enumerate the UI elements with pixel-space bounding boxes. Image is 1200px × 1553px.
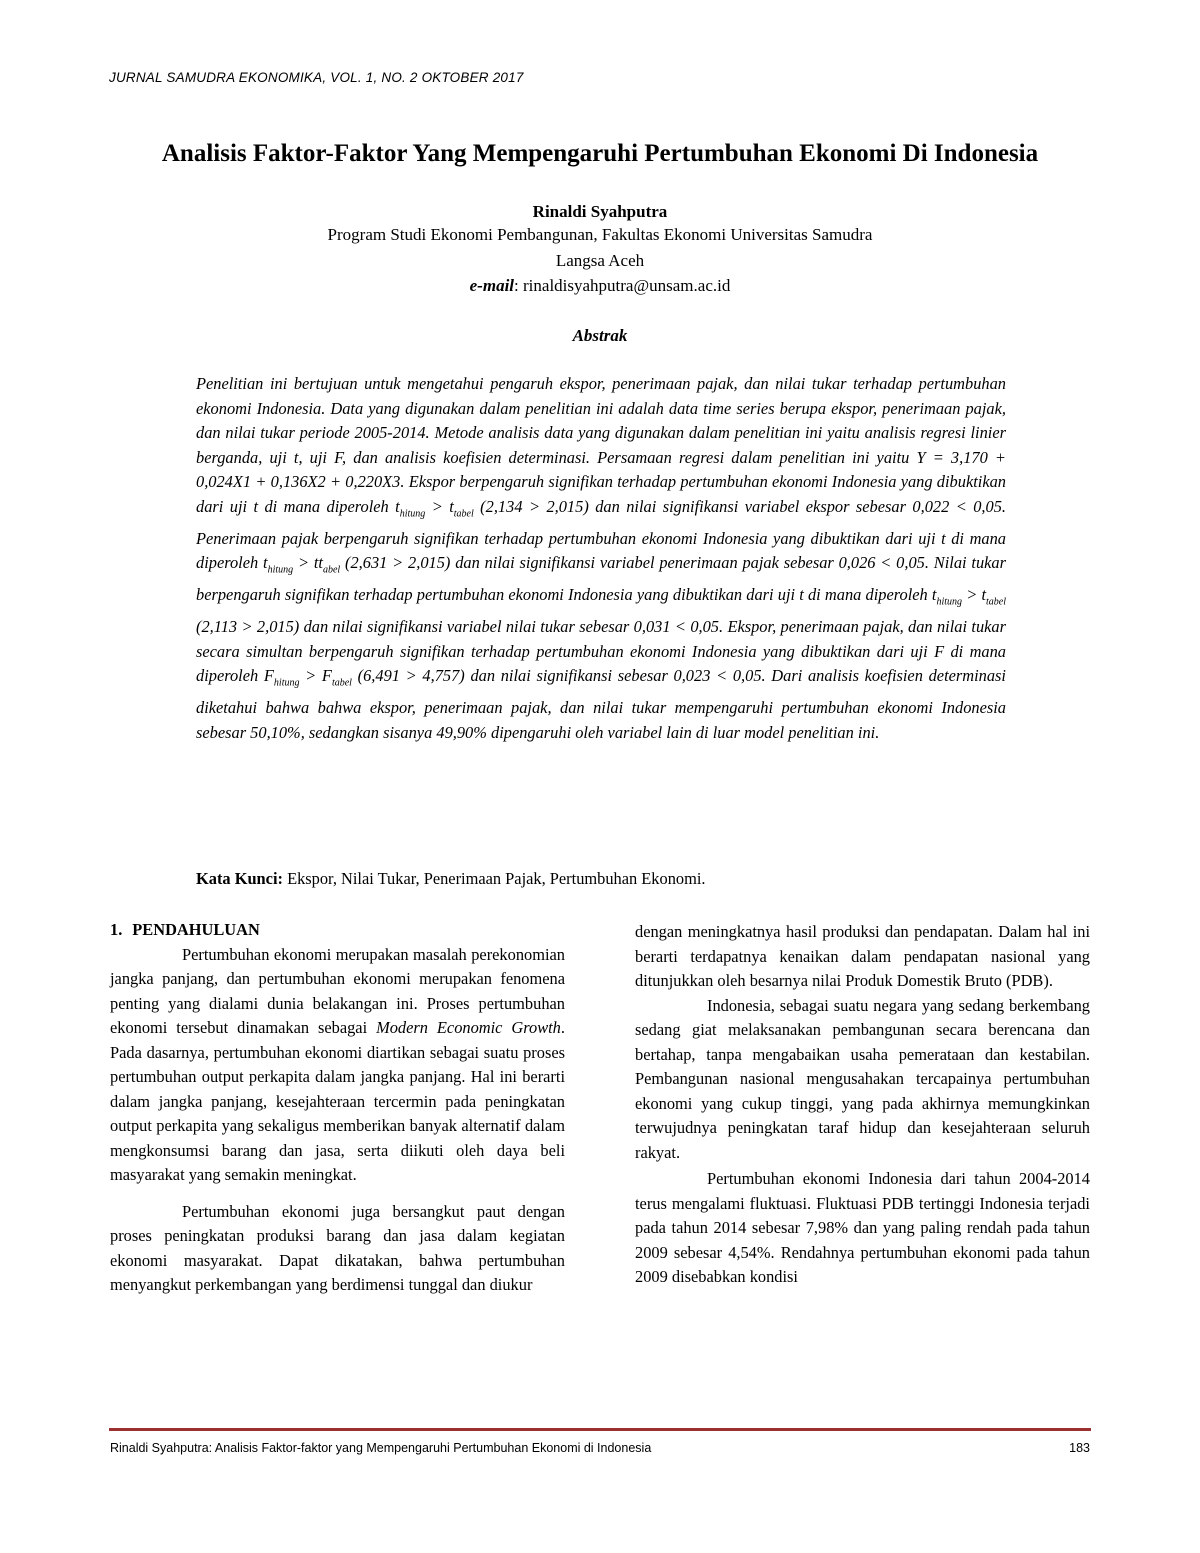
paragraph-continued: dengan meningkatnya hasil produksi dan pendapatan. Dalam hal ini berarti terdapatnya kenaikan dalam pendapatan nasional yang ditunjukkan oleh besarnya nilai Produk Domestik Bruto (PDB). (635, 922, 1090, 990)
abstract-body: Penelitian ini bertujuan untuk mengetahui pengaruh ekspor, penerimaan pajak, dan nilai tukar terhadap pertumbuhan ekonomi Indonesia. Data yang digunakan dalam penelitian ini adalah data time series berupa ekspor, penerimaan pajak, dan nilai tukar periode 2005-2014. Metode analisis data yang digunakan dalam penelitian ini yaitu analisis regresi linier berganda, uji t, uji F, dan analisis koefisien determinasi. Persamaan regresi dalam penelitian ini yaitu Y = 3,170 + 0,024X1 + 0,136X2 + 0,220X3. Ekspor berpengaruh signifikan terhadap pertumbuhan ekonomi Indonesia yang dibuktikan dari uji t di mana diperoleh $t_{hitung} > t_{tabel}$ (2,134 > 2,015) dan nilai signifikansi variabel ekspor sebesar 0,022 < 0,05. Penerimaan pajak berpengaruh signifikan terhadap pertumbuhan ekonomi Indonesia yang dibuktikan dari uji t di mana diperoleh $t_{hitung} > tt_{abel}$ (2,631 > 2,015) dan nilai signifikansi variabel penerimaan pajak sebesar 0,026 < 0,05. Nilai tukar berpengaruh signifikan terhadap pertumbuhan ekonomi Indonesia yang dibuktikan dari uji t di mana diperoleh $t_{hitung} > t_{tabel}$ (2,113 > 2,015) dan nilai signifikansi variabel nilai tukar sebesar 0,031 < 0,05. Ekspor, penerimaan pajak, dan nilai tukar secara simultan berpengaruh signifikan terhadap pertumbuhan ekonomi Indonesia yang dibuktikan dari uji F di mana diperoleh $F_{hitung} > F_{tabel}$ (6,491 > 4,757) dan nilai signifikansi sebesar 0,023 < 0,05. Dari analisis koefisien determinasi diketahui bahwa bahwa ekspor, penerimaan pajak, dan nilai tukar mempengaruhi pertumbuhan ekonomi Indonesia sebesar 50,10%, sedangkan sisanya 49,90% dipengaruhi oleh variabel lain di luar model penelitian ini. (196, 374, 1007, 742)
paragraph: Pertumbuhan ekonomi juga bersangkut paut dengan proses peningkatan produksi barang dan jasa dalam kegiatan ekonomi masyarakat. Dapat dikatakan, bahwa pertumbuhan menyangkut perkembangan yang berdimensi tunggal dan diukur (110, 1201, 565, 1294)
author-email[interactable]: rinaldisyahputra@unsam.ac.id (523, 276, 731, 295)
keywords-label: Kata Kunci: (196, 869, 283, 888)
body-column-left (110, 918, 565, 1298)
author-name: Rinaldi Syahputra (532, 202, 668, 221)
footer-rule (109, 1428, 1091, 1431)
article-title: Analisis Faktor-Faktor Yang Mempengaruhi Pertumbuhan Ekonomi Di Indonesia (161, 140, 1039, 167)
paragraph: Indonesia, sebagai suatu negara yang sedang berkembang sedang giat melaksanakan pembangunan secara berencana dan bertahap, tanpa mengabaikan usaha pemerataan dan kestabilan. Pembangunan nasional mengusahakan tercapainya pertumbuhan ekonomi yang cukup tinggi, yang pada akhirnya memungkinkan terwujudnya peningkatan taraf hidup dan kesejahteraan seluruh rakyat. (635, 995, 1090, 1162)
body-column-right (635, 920, 1090, 1290)
keywords-line (196, 869, 705, 889)
affiliation-line-2: Langsa Aceh (555, 251, 645, 270)
paragraph: Pertumbuhan ekonomi merupakan masalah perekonomian jangka panjang, dan pertumbuhan ekonomi merupakan fenomena penting yang dialami dunia belakangan ini. Proses pertumbuhan ekonomi tersebut dinamakan sebagai Modern Economic Growth. Pada dasarnya, pertumbuhan ekonomi diartikan sebagai suatu proses pertumbuhan output perkapita dalam jangka panjang. Hal ini berarti dalam jangka panjang, kesejahteraan tercermin pada peningkatan output perkapita yang sekaligus memberikan banyak alternatif dalam mengkonsumsi barang dan jasa, serta diikuti oleh daya beli masyarakat yang semakin meningkat. (110, 944, 565, 1184)
email-label: e-mail (469, 276, 515, 295)
email-separator: : (514, 276, 524, 295)
section-heading (110, 918, 565, 943)
keywords-text: Ekspor, Nilai Tukar, Penerimaan Pajak, Pertumbuhan Ekonomi. (282, 869, 706, 888)
page-number: 183 (1069, 1441, 1090, 1455)
paragraph: Pertumbuhan ekonomi Indonesia dari tahun 2004-2014 terus mengalami fluktuasi. Fluktuasi PDB tertinggi Indonesia terjadi pada tahun 2014 sebesar 7,98% dan yang paling rendah pada tahun 2009 sebesar 4,54%. Rendahnya pertumbuhan ekonomi pada tahun 2009 disebabkan kondisi (635, 1169, 1090, 1286)
section-number: 1. (110, 920, 123, 939)
affiliation-line-1: Program Studi Ekonomi Pembangunan, Fakultas Ekonomi Universitas Samudra (327, 225, 873, 244)
abstract-heading: Abstrak (572, 326, 628, 345)
footer-citation: Rinaldi Syahputra: Analisis Faktor-faktor yang Mempengaruhi Pertumbuhan Ekonomi di Indonesia (110, 1441, 652, 1455)
author-email-line (0, 276, 1200, 296)
running-header: JURNAL SAMUDRA EKONOMIKA, VOL. 1, NO. 2 OKTOBER 2017 (109, 70, 524, 85)
section-title: PENDAHULUAN (132, 920, 260, 939)
